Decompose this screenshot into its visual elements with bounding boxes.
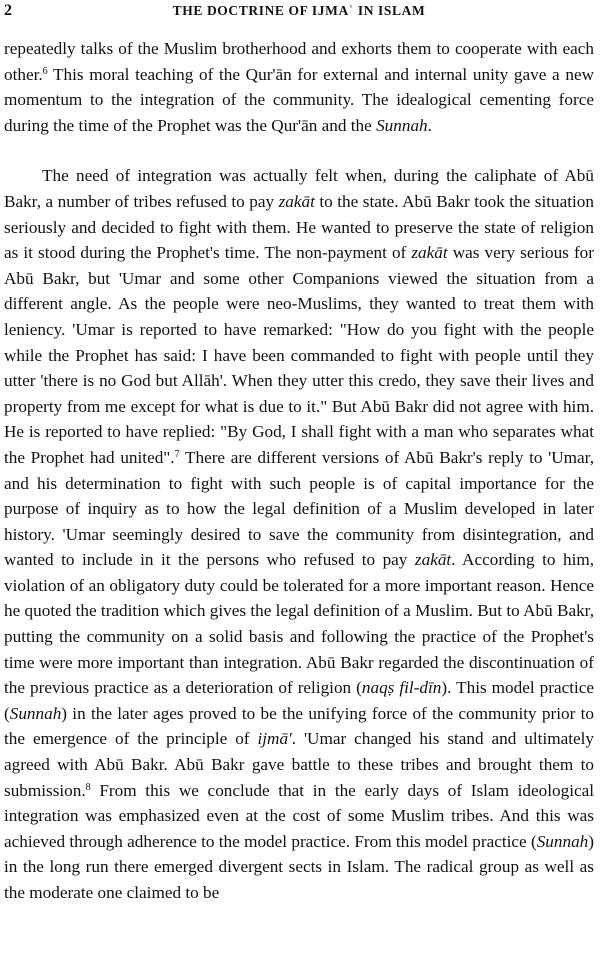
text-run: ). This model practice ( xyxy=(4,678,595,723)
text-run: to the state. Abū Bakr took the situation seriously and decided to fight with them. He wanted to preserve the state of religion as it stood during the Prophet's time. The non-payment of xyxy=(4,191,594,263)
paragraph-1 xyxy=(4,36,594,138)
italic-term: zakāt xyxy=(414,550,452,570)
paragraph-2 xyxy=(4,163,594,905)
page-number: 2 xyxy=(4,2,13,19)
running-head xyxy=(4,0,594,22)
text-run: . 'Umar changed his stand and ultimately agreed with Abū Bakr. Abū Bakr gave battle to these tribes and brought them to submission. xyxy=(4,729,594,800)
footnote-marker: 8 xyxy=(85,781,91,793)
running-title: THE DOCTRINE OF IJMAʿ IN ISLAM xyxy=(172,3,426,18)
italic-term: naqṣ fil-dīn xyxy=(361,678,442,698)
italic-term: Sunnah xyxy=(376,115,428,135)
text-run: ) in the later ages proved to be the unifying force of the community prior to the emergence of the principle of xyxy=(4,703,594,749)
body-text xyxy=(4,36,594,906)
italic-term: zakāt xyxy=(278,191,315,211)
text-run: ) in the long run there emerged divergent sects in Islam. The radical group as well as the moderate one claimed to be xyxy=(4,831,594,902)
italic-term: ijmā' xyxy=(257,729,292,749)
italic-term: zakāt xyxy=(411,243,448,263)
footnote-marker: 6 xyxy=(42,65,48,77)
text-run: There are different versions of Abū Bakr's reply to 'Umar, and his determination to fight with such people is of capital importance for the purpose of inquiry as to how the legal definition of a Muslim developed in later history. 'Umar seemingly desired to save the community from disintegration, and wanted to include in it the persons who refused to pay xyxy=(4,447,594,570)
text-run: was very serious for Abū Bakr, but 'Umar and some other Companions viewed the situation from a different angle. As the people were neo-Muslims, they wanted to treat them with leniency. 'Umar is reported to have remarked: "How do you fight with the people while the Prophet has said: I have been commanded to fight with people until they utter 'there is no God but Allāh'. When they utter this credo, they save their lives and property from me except for what is due to it." But Abū Bakr did not agree with him. He is reported to have replied: "By God, I shall fight with a man who separates what the Prophet had united". xyxy=(4,243,594,467)
footnote-marker: 7 xyxy=(174,448,180,460)
text-run: This moral teaching of the Qur'ān for external and internal unity gave a new momentum to the integration of the community. The idealogical cementing force during the time of the Prophet was the Qur'ān and the xyxy=(4,64,594,135)
text-run: . xyxy=(427,115,432,135)
text-run: The need of integration was actually felt when, during the caliphate of Abū Bakr, a number of tribes refused to pay xyxy=(4,166,594,211)
italic-term: Sunnah xyxy=(536,831,589,851)
text-run: From this we conclude that in the early days of Islam ideological integration was emphasized even at the cost of some Muslim tribes. And this was achieved through adherence to the model practice. From this model practice ( xyxy=(4,780,594,851)
text-run: repeatedly talks of the Muslim brotherhood and exhorts them to cooperate with each other. xyxy=(4,39,594,84)
text-run: . According to him, violation of an obligatory duty could be tolerated for a more important reason. Hence he quoted the tradition which gives the legal definition of a Muslim. But to Abū Bakr, putting the community on a solid basis and following the practice of the Prophet's time were more important than integration. Abū Bakr regarded the discontinuation of the previous practice as a deterioration of religion ( xyxy=(4,550,595,698)
italic-term: Sunnah xyxy=(9,703,62,723)
